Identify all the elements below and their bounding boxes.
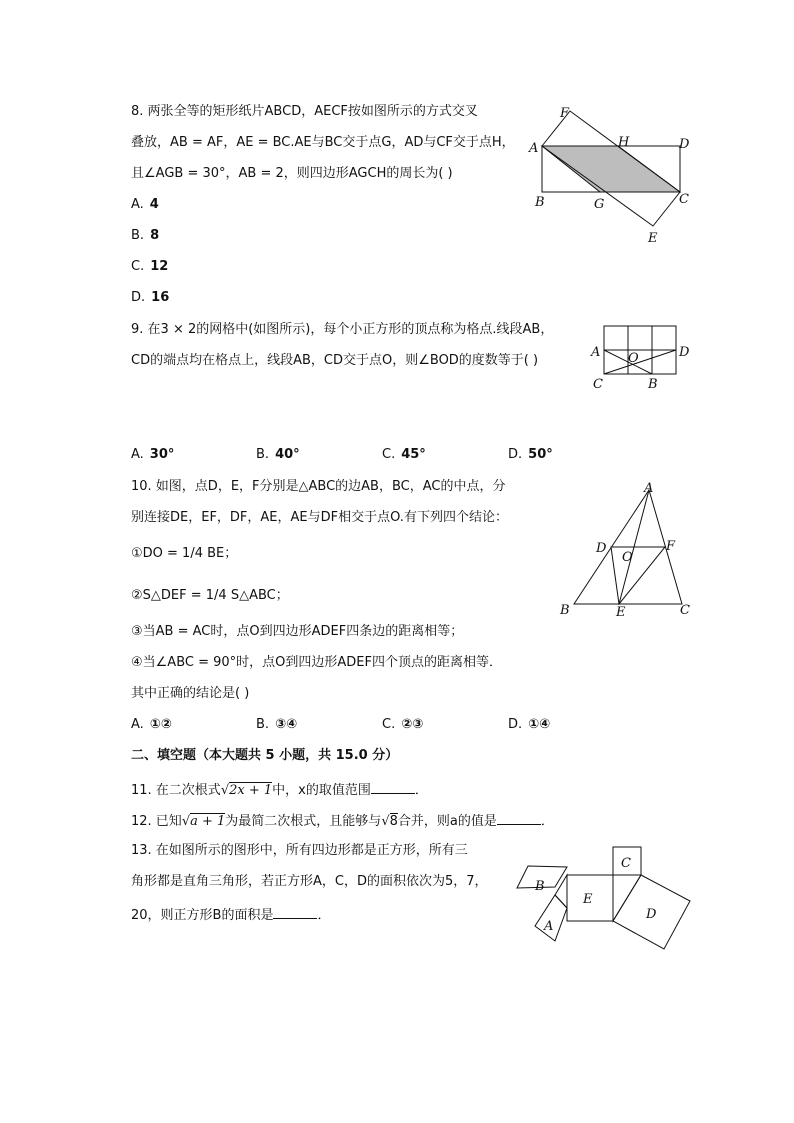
label-c: C (680, 603, 690, 618)
q10-option-c[interactable] (382, 716, 423, 734)
option-value: 40° (275, 447, 300, 462)
q13-text: 20，则正方形B的面积是 (131, 908, 274, 923)
segment-cd (604, 350, 676, 374)
sqrt-sign: √ (181, 814, 191, 829)
option-value: 16 (151, 290, 170, 305)
option-value: ③④ (275, 717, 298, 732)
label-d: D (596, 541, 607, 556)
option-value: 50° (528, 447, 553, 462)
sqrt-sign: √ (220, 783, 230, 798)
q10-option-d[interactable] (508, 716, 550, 734)
sqrt-sign: √ (381, 814, 390, 829)
q10-conclusion-4: ④当∠ABC = 90°时，点O到四边形ADEF四个顶点的距离相等． (131, 655, 502, 670)
q12-prefix: 12. 已知 (131, 814, 182, 829)
label-c: C (621, 856, 631, 871)
q11-line (131, 779, 428, 800)
q12-answer-blank[interactable] (497, 810, 541, 825)
option-label: C. (382, 447, 396, 462)
label-g: G (594, 197, 605, 212)
q8-option-d[interactable] (131, 289, 169, 307)
option-value: ②③ (401, 717, 424, 732)
label-a: A (529, 141, 539, 156)
q12-end: ． (540, 814, 554, 829)
option-value: 4 (149, 197, 159, 212)
shaded-quadrilateral-agch (542, 146, 680, 192)
q9-option-d[interactable] (508, 446, 553, 464)
q8-option-c[interactable] (131, 258, 168, 276)
option-label: A. (131, 447, 144, 462)
label-b: B (648, 377, 658, 392)
q13-end: ． (317, 908, 331, 923)
q8-line1: 8. 两张全等的矩形纸片ABCD，AECF按如图所示的方式交叉 (131, 104, 478, 119)
q9-figure (588, 320, 698, 395)
q10-conclusion-2: ②S△DEF = 1/4 S△ABC； (131, 588, 289, 603)
option-label: D. (508, 717, 523, 732)
option-label: B. (256, 447, 270, 462)
label-a: A (591, 345, 601, 360)
q13-line3 (131, 904, 330, 925)
label-e: E (616, 605, 626, 620)
label-b: B (560, 603, 570, 618)
q13-line1: 13. 在如图所示的图形中，所有四边形都是正方形，所有三 (131, 843, 468, 858)
q10-conclusion-3: ③当AB = AC时，点O到四边形ADEF四条边的距离相等； (131, 624, 464, 639)
q9-line2: CD的端点均在格点上，线段AB，CD交于点O，则∠BOD的度数等于( ) (131, 353, 539, 368)
triangle-def (611, 547, 665, 604)
option-value: 30° (149, 447, 175, 462)
label-c: C (593, 377, 603, 392)
q8-line3: 且∠AGB = 30°，AB = 2，则四边形AGCH的周长为( ) (131, 166, 453, 181)
q10-option-a[interactable] (131, 716, 172, 734)
q13-answer-blank[interactable] (273, 904, 317, 919)
option-value: 45° (401, 447, 426, 462)
q13-line2: 角形都是直角三角形，若正方形A，C，D的面积依次为5，7， (131, 874, 488, 889)
q10-conclusion-1: ①DO = 1/4 BE； (131, 546, 238, 561)
q11-end: ． (414, 783, 428, 798)
q9-option-a[interactable] (131, 446, 174, 464)
label-h: H (618, 135, 630, 150)
q12-radicand-2: 8 (389, 814, 398, 829)
q12-post: 合并，则a的值是 (397, 814, 497, 829)
q8-option-a[interactable] (131, 196, 159, 214)
q9-line1: 9. 在3 × 2的网格中(如图所示)，每个小正方形的顶点称为格点.线段AB， (131, 322, 554, 337)
section-heading: 二、填空题（本大题共 5 小题，共 15.0 分） (131, 748, 399, 763)
label-a: A (544, 919, 554, 934)
option-value: ①④ (528, 717, 551, 732)
option-label: C. (382, 717, 396, 732)
q12-mid: 为最简二次根式，且能够与 (225, 814, 382, 829)
q10-line2: 别连接DE，EF，DF，AE，AE与DF相交于点O.有下列四个结论： (131, 510, 508, 525)
q13-figure (515, 843, 695, 953)
q12-line (131, 810, 554, 831)
label-b: B (535, 879, 545, 894)
q8-line2: 叠放，AB = AF，AE = BC.AE与BC交于点G，AD与CF交于点H， (131, 135, 515, 150)
q8-option-b[interactable] (131, 227, 159, 245)
option-label: A. (131, 197, 144, 212)
label-e: E (583, 892, 593, 907)
q9-option-b[interactable] (256, 446, 300, 464)
square-a (535, 895, 567, 941)
q11-prefix: 11. 在二次根式 (131, 783, 221, 798)
label-d: D (646, 907, 657, 922)
option-label: B. (256, 717, 270, 732)
option-label: D. (508, 447, 523, 462)
label-a: A (644, 481, 654, 496)
q10-figure (555, 478, 700, 623)
option-label: B. (131, 228, 145, 243)
label-d: D (679, 345, 690, 360)
label-b: B (535, 195, 545, 210)
label-d: D (679, 137, 690, 152)
q10-question: 其中正确的结论是( ) (131, 686, 250, 701)
q9-option-c[interactable] (382, 446, 426, 464)
option-label: D. (131, 290, 146, 305)
q10-option-b[interactable] (256, 716, 297, 734)
q12-radicand: a + 1 (190, 814, 226, 829)
right-triangle (555, 875, 567, 908)
q8-figure (520, 100, 700, 250)
option-value: ①② (149, 717, 172, 732)
q10-line1: 10. 如图，点D，E，F分别是△ABC的边AB，BC，AC的中点，分 (131, 479, 506, 494)
q11-answer-blank[interactable] (371, 779, 415, 794)
q11-post: 中，x的取值范围 (272, 783, 371, 798)
label-c: C (679, 192, 689, 207)
option-value: 8 (150, 228, 160, 243)
label-f: F (560, 106, 570, 121)
option-label: C. (131, 259, 145, 274)
label-o: O (628, 351, 639, 366)
option-value: 12 (150, 259, 169, 274)
option-label: A. (131, 717, 144, 732)
q11-radicand: 2x + 1 (229, 783, 273, 798)
label-f: F (666, 539, 676, 554)
label-e: E (648, 231, 658, 246)
label-o: O (622, 550, 633, 565)
